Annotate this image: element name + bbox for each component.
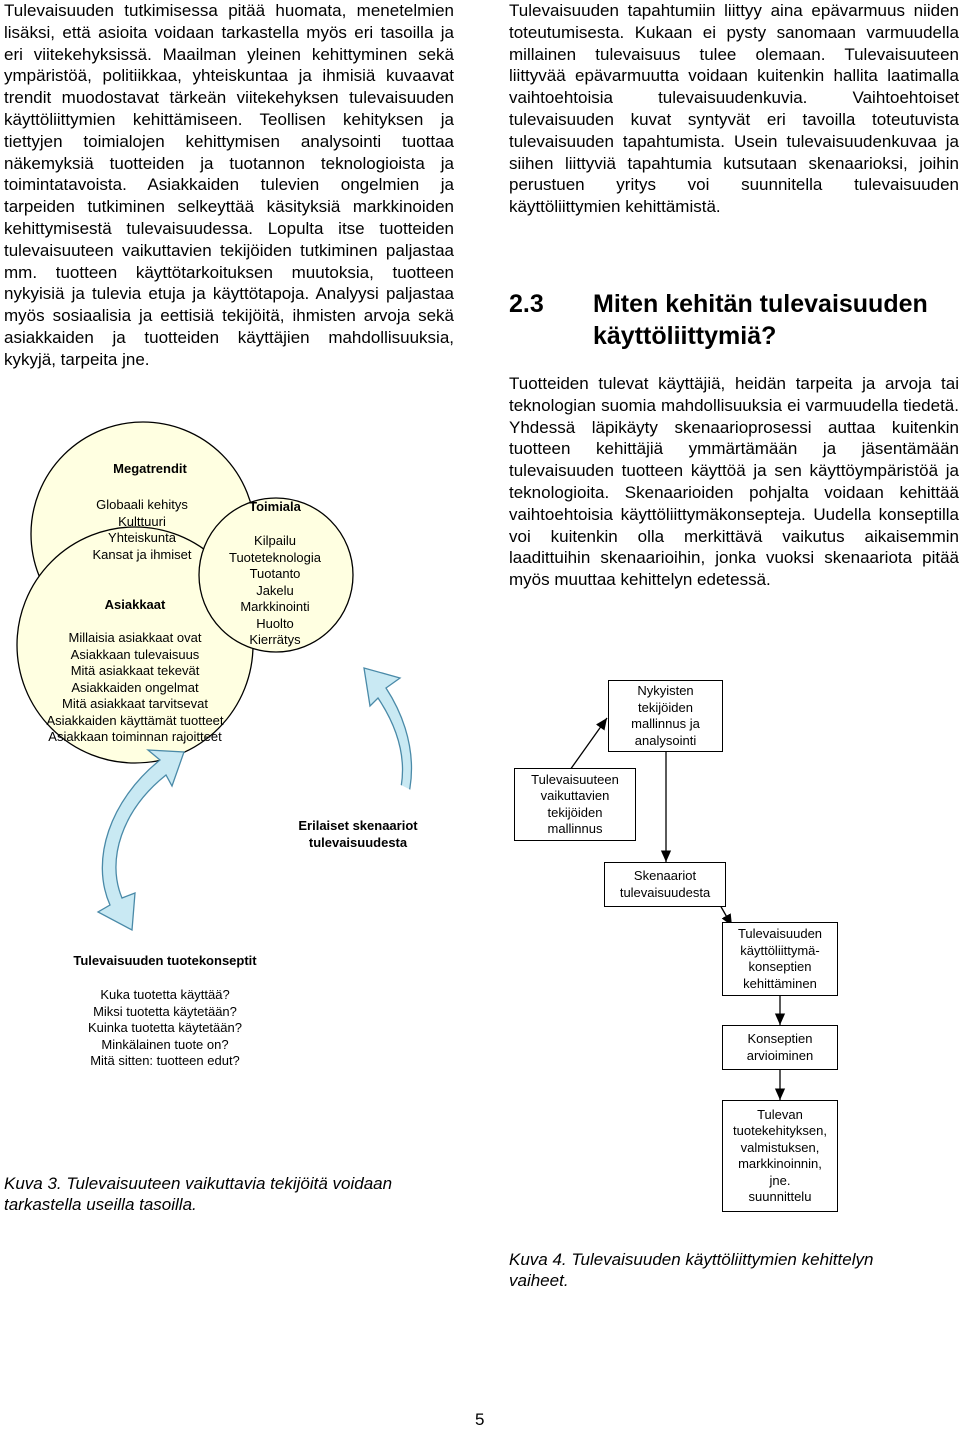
tuotekonseptit-item: Kuka tuotetta käyttää? bbox=[100, 987, 230, 1002]
toimiala-item: Tuoteteknologia bbox=[228, 549, 322, 565]
tuotekonseptit-item: Minkälainen tuote on? bbox=[101, 1036, 229, 1052]
fig4-box-konseptit bbox=[722, 922, 838, 996]
tuotekonseptit-items bbox=[55, 987, 275, 1070]
figure-3-caption bbox=[4, 1173, 474, 1215]
asiakkaat-item: Asiakkaan tulevaisuus bbox=[70, 646, 200, 662]
box-line: Konseptien bbox=[747, 1031, 813, 1046]
section-number: 2.3 bbox=[509, 290, 544, 318]
asiakkaat-label: Asiakkaat bbox=[104, 597, 166, 612]
megatrendit-item: Globaali kehitys bbox=[96, 497, 188, 512]
box-line: käyttöliittymä- bbox=[740, 942, 820, 958]
skenaariot-line: Erilaiset skenaariot bbox=[298, 818, 418, 833]
page-number: 5 bbox=[475, 1410, 485, 1429]
box-line: jne. bbox=[769, 1172, 791, 1188]
toimiala-item: Markkinointi bbox=[240, 599, 310, 614]
left-paragraph: Tulevaisuuden tutkimisessa pitää huomata, menetelmien lisäksi, että asioita voidaan tarkastella myös eri tasoilla ja eri viitekehyksissä. Maailman yleinen kehittyminen sekä ympäristöä, politiikkaa, yhteiskuntaa ja ihmisiä kuvaavat trendit muodostavat tärkeän viitekehyksen tulevaisuuden käyttöliittymien kehittämiseen. Teollisen kehityksen ja tiettyjen toimialojen kehittymisen analysointi tuottaa näkemyksiä tuotteiden ja tuotannon teknologioista ja toimintatavoista. Asiakkaiden tulevien ongelmien ja tarpeiden tutkiminen selkeyttää käsityksiä markkinoiden kehittymisestä tulevaisuudessa. Lopulta itse tuotteiden tulevaisuuteen vaikuttavien tekijöiden tutkiminen paljastaa mm. tuotteen käyttötarkoituksen muutoksia, tuotteen nykyisiä ja tulevia etuja ja käyttötapoja. Analyysi paljastaa myös sosiaalisia ja eettisiä tekijöitä, ihmisten arvoja sekä asiakkaiden ja tuotteiden käyttäjien mahdollisuuksia, kykyjä, tarpeita jne. bbox=[4, 1, 454, 369]
asiakkaat-item: Mitä asiakkaat tekevät bbox=[70, 663, 200, 678]
box-line: suunnittelu bbox=[748, 1189, 812, 1204]
box-line: arvioiminen bbox=[746, 1047, 814, 1063]
megatrendit-label: Megatrendit bbox=[113, 461, 187, 476]
box-line: konseptien bbox=[748, 959, 812, 974]
asiakkaat-item: Asiakkaiden käyttämät tuotteet bbox=[46, 712, 224, 728]
toimiala-item: Kierrätys bbox=[249, 632, 301, 647]
box-line: Tulevaisuuden bbox=[737, 926, 823, 941]
toimiala-item: Tuotanto bbox=[249, 566, 301, 581]
asiakkaat-item: Asiakkaiden ongelmat bbox=[71, 679, 199, 695]
toimiala-item: Jakelu bbox=[256, 582, 294, 598]
box-line: kehittäminen bbox=[743, 975, 817, 991]
tuotekonseptit-item: Kuinka tuotetta käytetään? bbox=[88, 1020, 242, 1035]
asiakkaat-item: Asiakkaan toiminnan rajoitteet bbox=[48, 729, 222, 744]
box-line: mallinnus ja bbox=[631, 716, 700, 731]
megatrendit-items bbox=[60, 497, 224, 563]
box-line: Skenaariot bbox=[633, 868, 697, 883]
tuotekonseptit-label: Tulevaisuuden tuotekonseptit bbox=[73, 953, 257, 968]
megatrendit-item: Yhteiskunta bbox=[108, 530, 176, 545]
asiakkaat-item: Mitä asiakkaat tarvitsevat bbox=[62, 696, 208, 711]
left-column bbox=[4, 0, 454, 371]
box-line: tekijöiden bbox=[547, 804, 603, 820]
fig4-box-tulevaisuuteen bbox=[514, 768, 636, 841]
megatrendit-item: Kulttuuri bbox=[118, 513, 166, 529]
box-line: mallinnus bbox=[547, 821, 603, 836]
toimiala-item: Huolto bbox=[256, 615, 294, 631]
asiakkaat-item: Millaisia asiakkaat ovat bbox=[68, 630, 202, 645]
caption-line: vaiheet. bbox=[509, 1271, 569, 1290]
box-line: valmistuksen, bbox=[740, 1139, 820, 1155]
section-title: Miten kehitän tulevaisuuden käyttöliittymiä? bbox=[593, 290, 928, 350]
box-line: Nykyisten bbox=[637, 683, 694, 698]
curved-arrow-left-icon bbox=[98, 750, 184, 930]
caption-line: Kuva 3. Tulevaisuuteen vaikuttavia tekijöitä voidaan bbox=[4, 1174, 393, 1193]
box-line: markkinoinnin, bbox=[738, 1156, 822, 1171]
box-line: analysointi bbox=[634, 732, 697, 748]
box-line: tuotekehityksen, bbox=[733, 1123, 827, 1138]
right-paragraph-2: Tuotteiden tulevat käyttäjiä, heidän tarpeita ja arvoja tai teknologian suomia mahdollisuuksia ei varmuudella tiedetä. Yhdessä läpikäyty skenaarioprosessi auttaa kuitenkin tuotteen kehittäjiä ymmärtämään ja jäsentämään tulevaisuuden tuotteen käyttöä ja sen käyttöympäristöä ja teknologioita. Skenaarioiden pohjalta voidaan kehittää vaihtoehtoisia käyttöliittymäkonsepteja. Uudella konseptilla voi kuitenkin olla merkittävä vaikutus aikaisemmin laadittuihin skenaarioihin, jonka vuoksi skenaariota pitää myös muuttaa kehittelyn edetessä. bbox=[509, 374, 959, 590]
fig4-box-skenaariot bbox=[604, 862, 726, 907]
box-line: tekijöiden bbox=[638, 699, 693, 715]
toimiala-item: Kilpailu bbox=[254, 533, 296, 548]
right-column-bottom bbox=[509, 373, 959, 591]
asiakkaat-items bbox=[30, 630, 240, 746]
skenaariot-line: tulevaisuudesta bbox=[308, 834, 408, 850]
toimiala-label: Toimiala bbox=[249, 499, 301, 514]
right-paragraph-1: Tulevaisuuden tapahtumiin liittyy aina epävarmuus niiden toteutumisesta. Kukaan ei pysty sanomaan varmuudella millainen tulevaisuus tulee olemaan. Tulevaisuuteen liittyvää epävarmuutta voidaan kuitenkin hallita laatimalla vaihtoehtoisia tulevaisuudenkuvia. Vaihtoehtoiset tulevaisuuden kuvat syntyvät eri tavoilla toteutuvista tulevaisuuden tapahtumista. Usein tulevaisuudenkuvaa ja siihen liittyviä tapahtumia kutsutaan skenaarioksi, joihin perustuen yritys voi suunnitella tulevaisuuden käyttöliittymien kehittämistä. bbox=[509, 1, 959, 217]
skenaariot-label bbox=[288, 818, 428, 851]
caption-line: Kuva 4. Tulevaisuuden käyttöliittymien kehittelyn bbox=[509, 1250, 874, 1269]
box-line: Tulevaisuuteen bbox=[531, 771, 619, 787]
caption-line: tarkastella useilla tasoilla. bbox=[4, 1195, 197, 1214]
figure-4-caption bbox=[509, 1249, 949, 1291]
box-line: vaikuttavien bbox=[540, 788, 610, 803]
box-line: tulevaisuudesta bbox=[619, 884, 711, 900]
fig4-box-nykyisten bbox=[608, 680, 723, 752]
fig4-box-arvioiminen bbox=[722, 1025, 838, 1070]
tuotekonseptit-item: Miksi tuotetta käytetään? bbox=[93, 1003, 237, 1019]
box-line: Tulevan bbox=[757, 1106, 803, 1122]
right-column-top bbox=[509, 0, 959, 218]
megatrendit-item: Kansat ja ihmiset bbox=[92, 546, 192, 562]
fig4-box-tuotekehitys bbox=[722, 1100, 838, 1212]
tuotekonseptit-item: Mitä sitten: tuotteen edut? bbox=[90, 1053, 240, 1068]
